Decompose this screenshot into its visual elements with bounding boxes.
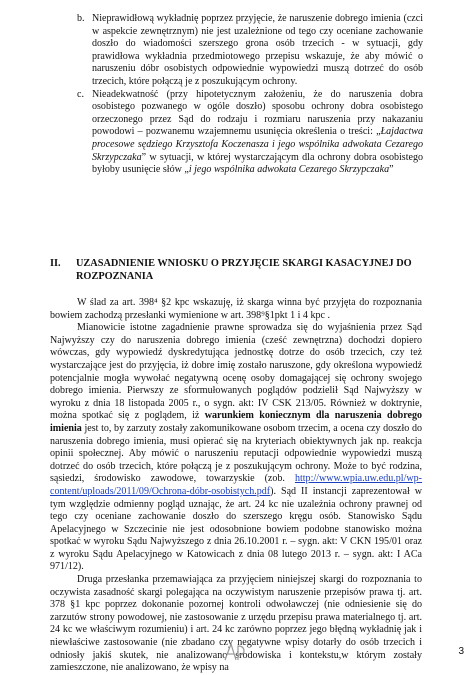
paragraph: Druga przesłanka przemawiająca za przyjęciem niniejszej skargi do rozpoznania to oczywista zasadność skargi polegająca na oczywistym naruszenie przepisów prawa tj. art. 378 §1 kpc poprzez dokonanie pozornej kontroli odwoławczej (nie odniesienie się do zarzutów strony powodowej, nie zastosowanie z urzędu przepisu prawa materialnego tj. art. 24 kc we właściwym rozumieniu) i art. 24 kc zarówno poprzez jego błędną wykładnię jak i niewłaściwe zastosowanie (nie zbadano czy negatywne wpisy dotarły do osób trzecich i odniosły jakiś skutek, nie analizowano środowiska i kontekstu,w którym zostały zamieszczone, nie analizowano, że wpisy na xyxy=(50,574,422,674)
section-title: UZASADNIENIE WNIOSKU O PRZYJĘCIE SKARGI KASACYJNEJ DO ROZPOZNANIA xyxy=(76,258,412,282)
section-body xyxy=(50,297,422,675)
text-span: ). Sąd II instancji zaprezentował w tym względzie odmienny pogląd uznając, że art. 24 kc nie uzależnia ochrony prawnej od tego czy oceniane zachowanie doszło do szerszego kręgu osób. Stanowisko Sądu Apelacyjnego w Szczecinie nie jest odosobnione bowiem podobne stanowisko można spotkać w wyroku Sądu Najwyższego z dnia 26.10.2001 r. – sygn. akt: V CKN 195/01 oraz z wyroku Sądu Apelacyjnego w Katowicach z dnia 08 lutego 2013 r. – sygn. akt: I ACa 971/12). xyxy=(50,485,422,573)
paragraph: W ślad za art. 398⁴ §2 kpc wskazuję, iż skarga winna być przyjęta do rozpoznania bowiem zachodzą przesłanki wymienione w art. 398⁹§1pkt 1 i 4 kpc . xyxy=(50,297,422,321)
text-span: Mianowicie istotne zagadnienie prawne sprowadza się do wyjaśnienia przez Sąd Najwyższy czy do naruszenia dobrego imienia (cześć zewnętrzna) dochodzi dopiero wówczas, gdy wypowiedź dyskredytująca jednostkę dotrze do osób trzecich, czy też wystarczające jest do przyjęcia, iż dobre imię zostało naruszone, gdy określona wypowiedź potencjalnie mogła wywołać negatywną ocenę osoby domagającej się ochrony swojego dobrego imienia. Pierwszy ze sformułowanych poglądów podzielił Sąd Najwyższy w wyroku z dnia 18 listopada 2005 r., o sygn. akt: IV CSK 213/05. Również w doktrynie, można spotkać się z poglądem, iż xyxy=(50,322,422,422)
list-marker: c. xyxy=(77,88,84,100)
bold-phrase: warunkiem koniecznym dla naruszenia dobrego imienia xyxy=(50,410,423,434)
text-span: jest to, by zarzuty zostały zakomunikowane osobom trzecim, a ocena czy doszło do naruszenia dobrego imienia, musi opierać się na kryteriach obiektywnych jak np. reakcja opinii społecznej. Aby mówić o naruszeniu reputacji odpowiednie wypowiedzi muszą dotrzeć do osób trzecich, które połączą je z poszukującym ochrony. Może to być rodzina, sąsiedzi, środowisko zawodowe, towarzyskie (zob. xyxy=(50,422,422,485)
list-item-text xyxy=(92,89,423,177)
list-item-text: Nieprawidłową wykładnię poprzez przyjęcie, że naruszenie dobrego imienia (czci w aspekcie zewnętrznym) nie jest uzależnione od tego czy oceniane zachowanie doszło do wiadomości szerszego grona osób trzecich - w sytuacji, gdy prawidłowa wykładnia przedmiotowego przepisu wskazuje, że aby mówić o naruszeniu dóbr osobistych odpowiednie wypowiedzi muszą dotrzeć do osób trzecich, które połączą je z poszukującym ochrony. xyxy=(92,13,423,87)
page-number: 3 xyxy=(458,646,464,657)
text-span: ” w sytuacji, w której wystarczającym dla ochrony dobra osobistego byłoby usunięcie słów „ xyxy=(92,151,423,176)
quote-italic: i jego wspólnika adwokata Cezarego Skrzypczaka xyxy=(188,164,390,176)
source-link[interactable]: http://www.wpia.uw.edu.pl/wp-content/uploads/2011/09/Ochrona-dóbr-osobistych.pdf xyxy=(50,473,422,497)
publisher-logo-icon xyxy=(222,640,250,662)
text-span: Nieadekwatność (przy hipotetycznym założeniu, że do naruszenia dobra osobistego pozwanego w ogóle doszło) sposobu ochrony dobra osobistego orzeczonego przez Sąd do rodzaju i rozmiaru naruszenia przy nakazaniu powodowi – pozwanemu wzajemnemu usunięcia określenia o treści: „ xyxy=(92,88,423,138)
objection-list xyxy=(77,13,423,177)
paragraph xyxy=(50,322,422,574)
list-item xyxy=(77,13,423,89)
quote-italic: Łajdactwa procesowe sędziego Krzysztofa Koczenasza i jego wspólnika adwokata Cezarego Skrzypczaka xyxy=(92,126,423,163)
list-marker: b. xyxy=(77,13,85,24)
list-item xyxy=(77,89,423,177)
section-number: II. xyxy=(50,258,61,269)
text-span: ” xyxy=(389,164,394,176)
